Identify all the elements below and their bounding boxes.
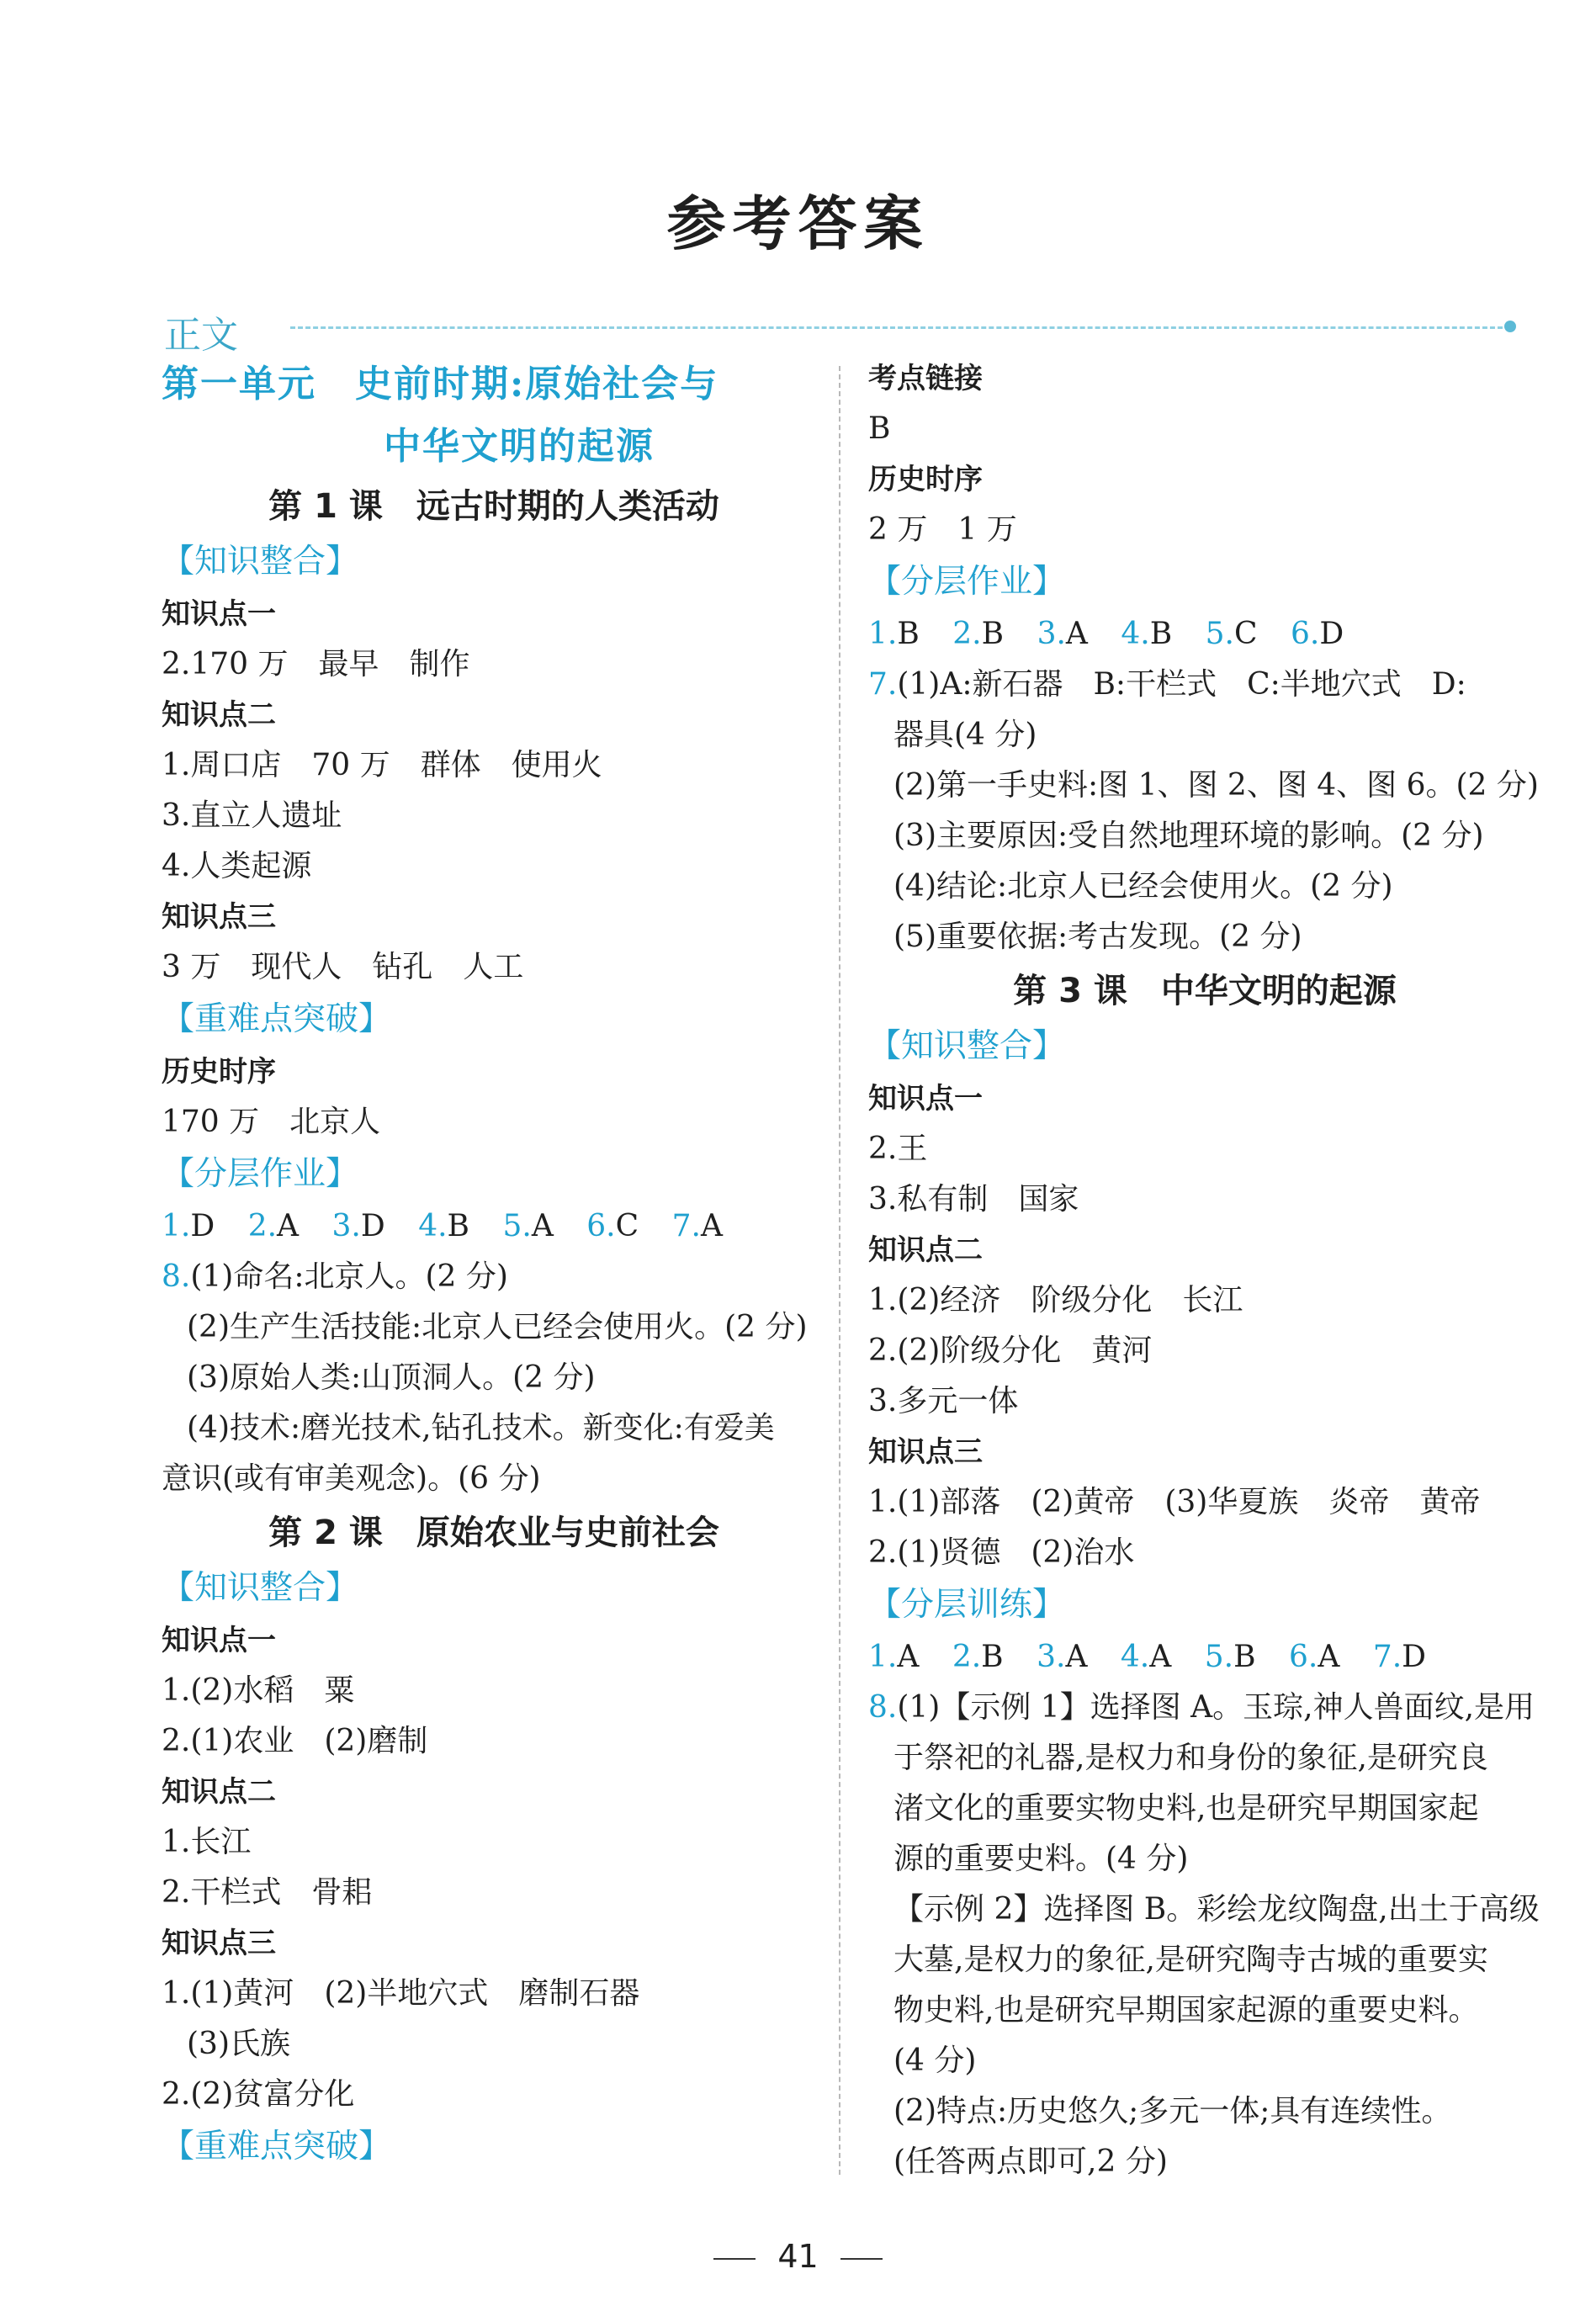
answer-item: 2.A xyxy=(247,1209,300,1243)
q7-part1: 7.(1)A:新石器 B:干栏式 C:半地穴式 D: xyxy=(868,667,1466,702)
answer-item: 5.C xyxy=(1205,617,1258,651)
l3-kp1-answer-3: 3.私有制 国家 xyxy=(868,1182,1079,1217)
answer-item: 6.D xyxy=(1291,617,1344,651)
l2-kp3-answer-1-3: (3)氏族 xyxy=(187,2027,290,2061)
l1-kp2-answer-1: 1.周口店 70 万 群体 使用火 xyxy=(162,748,602,782)
l1-q8-part3: (3)原始人类:山顶洞人。(2 分) xyxy=(187,1360,596,1395)
l3-q8-line9: (2)特点:历史悠久;多元一体;具有连续性。 xyxy=(893,2094,1452,2128)
l3-kp2-answer-1: 1.(2)经济 阶级分化 长江 xyxy=(868,1283,1243,1317)
l3-kp3-label: 知识点三 xyxy=(868,1435,983,1469)
answer-item: 4.A xyxy=(1120,1640,1172,1674)
l2-kp2-answer-2: 2.干栏式 骨耜 xyxy=(162,1875,373,1910)
unit-title-line1: 第一单元 史前时期:原始社会与 xyxy=(162,363,719,406)
l3-q8-line8: (4 分) xyxy=(893,2044,977,2078)
l2-kp3-answer-1: 1.(1)黄河 (2)半地穴式 磨制石器 xyxy=(162,1976,640,2011)
l1-q8-part1: 8.(1)命名:北京人。(2 分) xyxy=(162,1259,508,1294)
l1-history-answer: 170 万 北京人 xyxy=(162,1105,381,1139)
l1-choice-answers xyxy=(162,1201,826,1252)
l3-kp3-answer-1: 1.(1)部落 (2)黄帝 (3)华夏族 炎帝 黄帝 xyxy=(868,1485,1481,1519)
l1-key-heading: 【重难点突破】 xyxy=(162,1000,392,1038)
l2-knowledge-heading: 【知识整合】 xyxy=(162,1569,359,1607)
answer-item: 3.D xyxy=(331,1209,385,1243)
answer-item: 2.B xyxy=(952,1640,1004,1674)
left-column xyxy=(162,353,826,2174)
l3-kp2-label: 知识点二 xyxy=(868,1233,983,1267)
l2-kp3-label: 知识点三 xyxy=(162,1927,276,1960)
l1-history-label: 历史时序 xyxy=(162,1055,276,1089)
answer-item: 1.D xyxy=(162,1209,215,1243)
l1-q8-part2: (2)生产生活技能:北京人已经会使用火。(2 分) xyxy=(187,1310,808,1344)
lesson3-title: 第 3 课 中华文明的起源 xyxy=(1013,972,1397,1010)
l1-q8-part4-cont: 意识(或有审美观念)。(6 分) xyxy=(162,1461,541,1496)
history-answer: 2 万 1 万 xyxy=(868,512,1017,547)
footer-dash-right xyxy=(840,2258,883,2260)
l2-choice-answers xyxy=(868,609,1541,660)
l2-homework-heading: 【分层作业】 xyxy=(868,563,1066,601)
l1-kp1-answer: 2.170 万 最早 制作 xyxy=(162,647,470,681)
history-label: 历史时序 xyxy=(868,463,983,496)
l3-choice-answers xyxy=(868,1632,1541,1683)
unit-title-line2: 中华文明的起源 xyxy=(384,425,655,468)
l3-kp2-answer-3: 3.多元一体 xyxy=(868,1384,1019,1418)
l3-q8-line4: 源的重要史料。(4 分) xyxy=(893,1842,1189,1876)
l2-kp1-answer-1: 1.(2)水稻 粟 xyxy=(162,1673,355,1708)
l2-key-heading: 【重难点突破】 xyxy=(162,2128,392,2166)
l3-q8-line1: 8.(1)【示例 1】选择图 A。玉琮,神人兽面纹,是用 xyxy=(868,1690,1535,1725)
answer-item: 4.B xyxy=(418,1209,470,1243)
right-column xyxy=(868,353,1541,2187)
section-divider-line xyxy=(290,326,1510,329)
link-answer: B xyxy=(868,411,891,446)
l1-knowledge-heading: 【知识整合】 xyxy=(162,543,359,580)
answer-item: 5.A xyxy=(502,1209,554,1243)
column-divider xyxy=(839,366,840,2175)
l1-kp2-answer-4: 4.人类起源 xyxy=(162,849,312,883)
answer-item: 7.A xyxy=(671,1209,723,1243)
l1-kp2-answer-3: 3.直立人遗址 xyxy=(162,798,342,833)
l3-knowledge-heading: 【知识整合】 xyxy=(868,1027,1066,1065)
page-title: 参考答案 xyxy=(666,189,930,258)
l2-kp2-answer-1: 1.长江 xyxy=(162,1825,252,1859)
q7-part4: (4)结论:北京人已经会使用火。(2 分) xyxy=(893,869,1393,904)
l3-kp1-label: 知识点一 xyxy=(868,1082,983,1116)
lesson2-title: 第 2 课 原始农业与史前社会 xyxy=(268,1513,719,1552)
l3-q8-line2: 于祭祀的礼器,是权力和身份的象征,是研究良 xyxy=(893,1741,1488,1775)
q7-part5: (5)重要依据:考古发现。(2 分) xyxy=(893,920,1302,954)
section-divider-dot xyxy=(1504,321,1516,332)
l2-kp2-label: 知识点二 xyxy=(162,1775,276,1809)
l1-kp2-label: 知识点二 xyxy=(162,698,276,732)
l3-q8-line6: 大墓,是权力的象征,是研究陶寺古城的重要实 xyxy=(893,1943,1488,1977)
section-tag: 正文 xyxy=(164,314,238,357)
l1-q8-part4: (4)技术:磨光技术,钻孔技术。新变化:有爱美 xyxy=(187,1411,775,1445)
q7-part2: (2)第一手史料:图 1、图 2、图 4、图 6。(2 分) xyxy=(893,768,1539,803)
l2-kp1-answer-2: 2.(1)农业 (2)磨制 xyxy=(162,1724,428,1758)
answer-item: 1.A xyxy=(868,1640,920,1674)
footer-dash-left xyxy=(713,2258,756,2260)
answer-item: 7.D xyxy=(1372,1640,1427,1674)
l3-training-heading: 【分层训练】 xyxy=(868,1586,1066,1624)
answer-item: 3.A xyxy=(1037,1640,1088,1674)
l1-kp3-answer: 3 万 现代人 钻孔 人工 xyxy=(162,950,524,984)
l3-q8-line7: 物史料,也是研究早期国家起源的重要史料。 xyxy=(893,1993,1479,2028)
answer-item: 6.A xyxy=(1289,1640,1340,1674)
l3-kp2-answer-2: 2.(2)阶级分化 黄河 xyxy=(868,1333,1153,1368)
l3-q8-line10: (任答两点即可,2 分) xyxy=(893,2144,1168,2179)
link-label: 考点链接 xyxy=(868,362,983,395)
l1-kp3-label: 知识点三 xyxy=(162,900,276,934)
l1-homework-heading: 【分层作业】 xyxy=(162,1155,359,1193)
answer-item: 5.B xyxy=(1204,1640,1256,1674)
l2-kp1-label: 知识点一 xyxy=(162,1624,276,1657)
answer-item: 6.C xyxy=(586,1209,639,1243)
answer-item: 4.B xyxy=(1121,617,1173,651)
answer-item: 3.A xyxy=(1037,617,1088,651)
l3-q8-line5: 【示例 2】选择图 B。彩绘龙纹陶盘,出土于高级 xyxy=(893,1892,1540,1927)
q7-part1-cont: 器具(4 分) xyxy=(893,718,1037,752)
l2-kp3-answer-2: 2.(2)贫富分化 xyxy=(162,2077,355,2112)
answer-item: 2.B xyxy=(952,617,1005,651)
lesson1-title: 第 1 课 远古时期的人类活动 xyxy=(268,487,719,526)
page-number: 41 xyxy=(777,2238,819,2275)
l1-kp1-label: 知识点一 xyxy=(162,597,276,631)
l3-q8-line3: 渚文化的重要实物史料,也是研究早期国家起 xyxy=(893,1791,1479,1826)
page-footer xyxy=(0,2231,1596,2282)
l3-kp3-answer-2: 2.(1)贤德 (2)治水 xyxy=(868,1535,1135,1570)
q7-part3: (3)主要原因:受自然地理环境的影响。(2 分) xyxy=(893,819,1484,853)
answer-item: 1.B xyxy=(868,617,920,651)
l3-kp1-answer-2: 2.王 xyxy=(868,1132,928,1166)
